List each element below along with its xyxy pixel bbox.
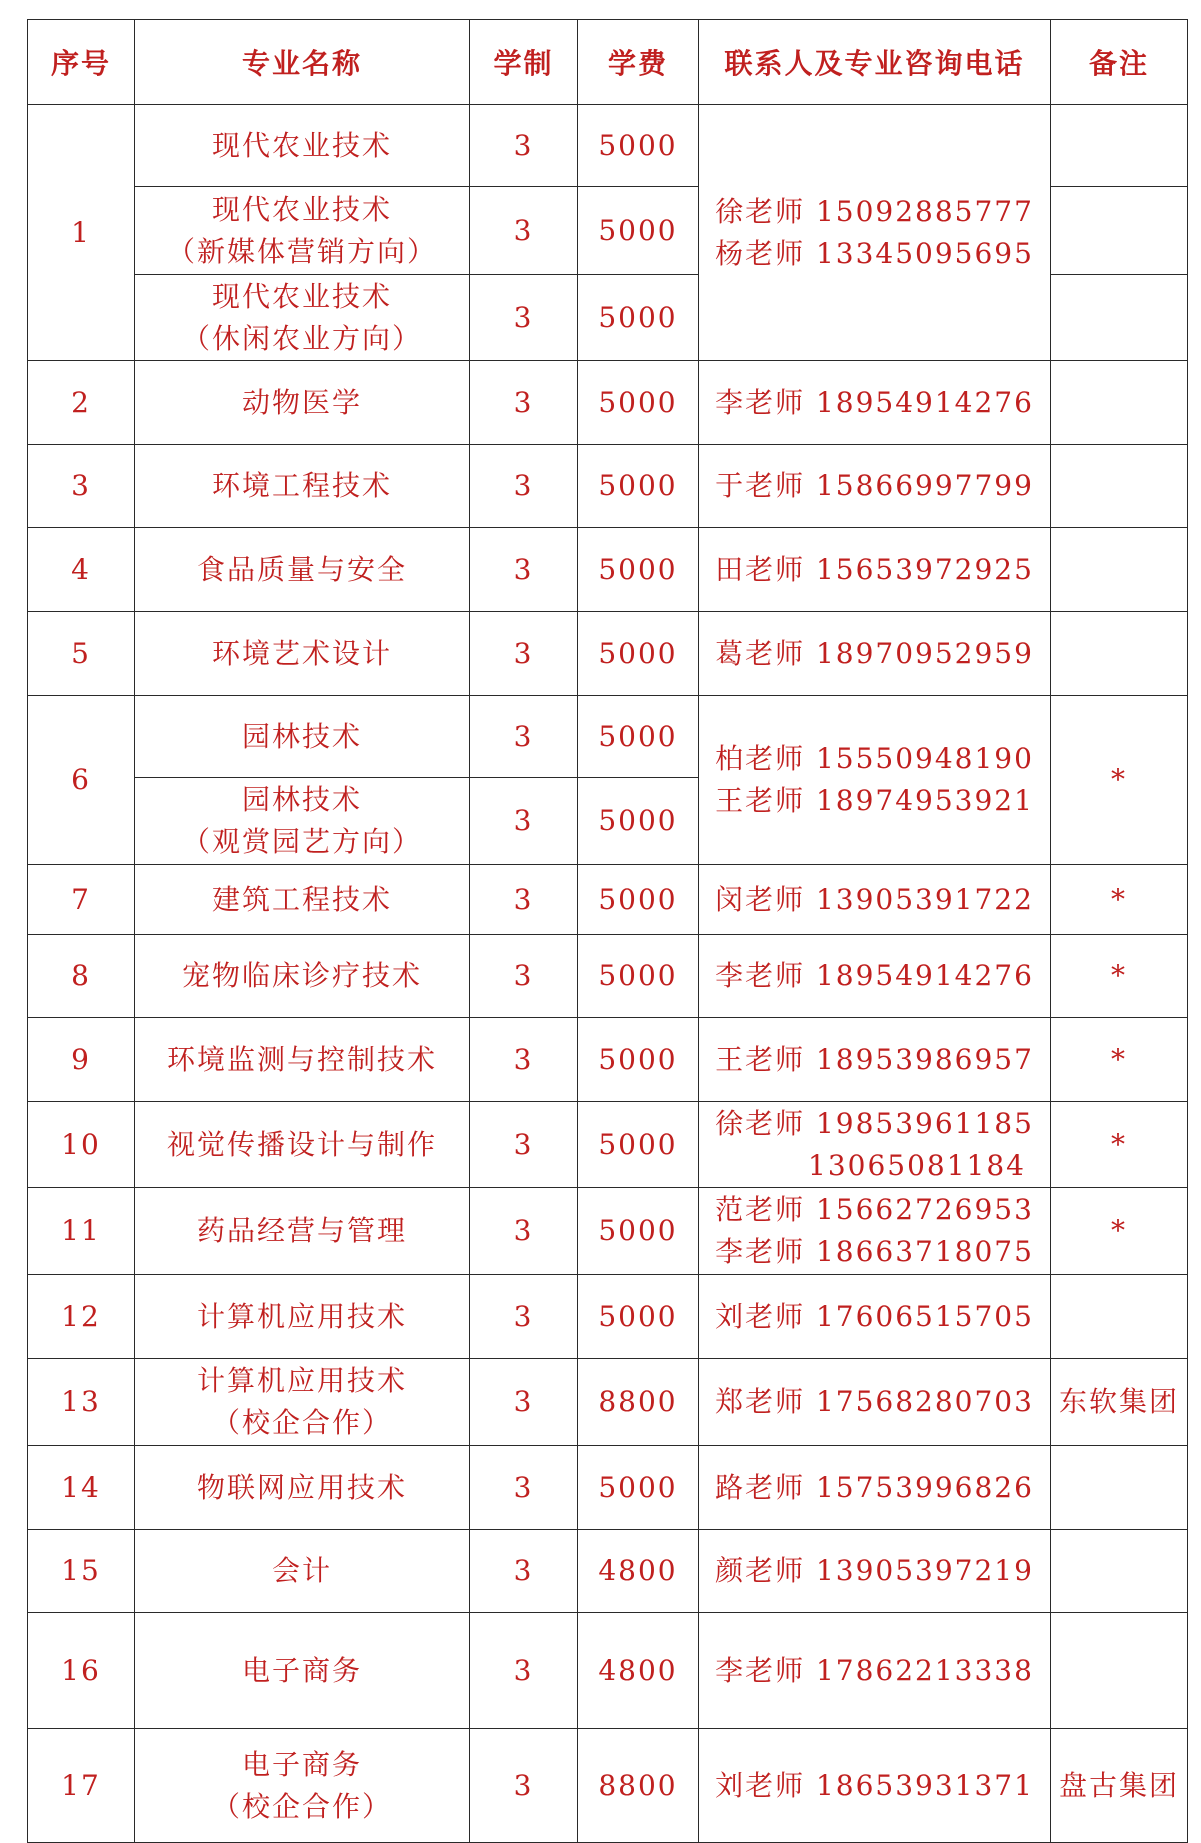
remark bbox=[1051, 1275, 1188, 1359]
enrollment-table bbox=[27, 19, 1188, 1843]
row-no: 16 bbox=[28, 1613, 135, 1729]
years: 3 bbox=[470, 187, 578, 275]
remark: * bbox=[1051, 1018, 1188, 1102]
contact-line: 徐老师 19853961185 bbox=[715, 1106, 1034, 1140]
remark bbox=[1051, 105, 1188, 187]
fee: 5000 bbox=[578, 187, 699, 275]
contact: 李老师 18954914276 bbox=[699, 361, 1051, 445]
years: 3 bbox=[470, 361, 578, 445]
years: 3 bbox=[470, 696, 578, 778]
fee: 4800 bbox=[578, 1613, 699, 1729]
row-no: 3 bbox=[28, 445, 135, 528]
table-row bbox=[28, 105, 1188, 187]
fee: 5000 bbox=[578, 696, 699, 778]
major-name: 建筑工程技术 bbox=[135, 865, 470, 935]
table-row bbox=[28, 1530, 1188, 1613]
remark bbox=[1051, 187, 1188, 275]
header-fee: 学费 bbox=[578, 20, 699, 105]
major-line: （休闲农业方向） bbox=[181, 321, 422, 355]
years: 3 bbox=[470, 1359, 578, 1446]
contact-line: 杨老师 13345095695 bbox=[715, 236, 1034, 270]
contact: 李老师 17862213338 bbox=[699, 1613, 1051, 1729]
remark bbox=[1051, 528, 1188, 612]
row-no: 1 bbox=[28, 105, 135, 361]
header-remark: 备注 bbox=[1051, 20, 1188, 105]
major-name bbox=[135, 778, 470, 865]
contact bbox=[699, 105, 1051, 361]
table-row bbox=[28, 361, 1188, 445]
remark: * bbox=[1051, 1102, 1188, 1188]
major-name bbox=[135, 105, 470, 187]
years: 3 bbox=[470, 1613, 578, 1729]
years: 3 bbox=[470, 865, 578, 935]
remark: 盘古集团 bbox=[1051, 1729, 1188, 1843]
major-line: 计算机应用技术 bbox=[196, 1364, 407, 1397]
row-no: 8 bbox=[28, 935, 135, 1018]
contact: 葛老师 18970952959 bbox=[699, 612, 1051, 696]
major-line: （观赏园艺方向） bbox=[181, 825, 422, 858]
contact-line: 13065081184 bbox=[808, 1148, 1026, 1182]
major-name: 环境艺术设计 bbox=[135, 612, 470, 696]
years: 3 bbox=[470, 1018, 578, 1102]
table-row bbox=[28, 612, 1188, 696]
years: 3 bbox=[470, 1102, 578, 1188]
years: 3 bbox=[470, 275, 578, 361]
contact bbox=[699, 1188, 1051, 1275]
years: 3 bbox=[470, 1530, 578, 1613]
header-row bbox=[28, 20, 1188, 105]
row-no: 11 bbox=[28, 1188, 135, 1275]
major-line: 电子商务 bbox=[241, 1747, 362, 1781]
years: 3 bbox=[470, 1275, 578, 1359]
fee: 5000 bbox=[578, 1018, 699, 1102]
contact: 路老师 15753996826 bbox=[699, 1446, 1051, 1530]
contact-line: 王老师 18974953921 bbox=[715, 784, 1034, 817]
row-no: 2 bbox=[28, 361, 135, 445]
major-line: 现代农业技术 bbox=[211, 128, 392, 162]
remark bbox=[1051, 612, 1188, 696]
fee: 5000 bbox=[578, 105, 699, 187]
major-name bbox=[135, 1359, 470, 1446]
remark: * bbox=[1051, 1188, 1188, 1275]
row-no: 5 bbox=[28, 612, 135, 696]
table-row bbox=[28, 1275, 1188, 1359]
table-row bbox=[28, 1729, 1188, 1843]
fee: 5000 bbox=[578, 1188, 699, 1275]
contact-line: 徐老师 15092885777 bbox=[715, 194, 1034, 228]
contact bbox=[699, 696, 1051, 865]
row-no: 4 bbox=[28, 528, 135, 612]
contact: 刘老师 18653931371 bbox=[699, 1729, 1051, 1843]
remark: * bbox=[1051, 935, 1188, 1018]
fee: 5000 bbox=[578, 361, 699, 445]
row-no: 17 bbox=[28, 1729, 135, 1843]
row-no: 10 bbox=[28, 1102, 135, 1188]
fee: 5000 bbox=[578, 275, 699, 361]
remark bbox=[1051, 445, 1188, 528]
years: 3 bbox=[470, 528, 578, 612]
major-name: 会计 bbox=[135, 1530, 470, 1613]
contact: 郑老师 17568280703 bbox=[699, 1359, 1051, 1446]
remark: 东软集团 bbox=[1051, 1359, 1188, 1446]
table-row bbox=[28, 1102, 1188, 1188]
years: 3 bbox=[470, 1729, 578, 1843]
fee: 5000 bbox=[578, 1275, 699, 1359]
fee: 5000 bbox=[578, 778, 699, 865]
row-no: 6 bbox=[28, 696, 135, 865]
major-line: （校企合作） bbox=[211, 1789, 392, 1823]
years: 3 bbox=[470, 612, 578, 696]
enrollment-table-wrapper bbox=[27, 19, 1188, 1843]
years: 3 bbox=[470, 1446, 578, 1530]
row-no: 12 bbox=[28, 1275, 135, 1359]
table-row bbox=[28, 445, 1188, 528]
major-name bbox=[135, 187, 470, 275]
major-name: 食品质量与安全 bbox=[135, 528, 470, 612]
table-row bbox=[28, 696, 1188, 778]
contact-line: 李老师 18663718075 bbox=[715, 1235, 1034, 1268]
years: 3 bbox=[470, 105, 578, 187]
table-row bbox=[28, 1188, 1188, 1275]
fee: 4800 bbox=[578, 1530, 699, 1613]
contact: 田老师 15653972925 bbox=[699, 528, 1051, 612]
contact: 李老师 18954914276 bbox=[699, 935, 1051, 1018]
contact: 颜老师 13905397219 bbox=[699, 1530, 1051, 1613]
years: 3 bbox=[470, 1188, 578, 1275]
contact: 王老师 18953986957 bbox=[699, 1018, 1051, 1102]
major-name bbox=[135, 1729, 470, 1843]
major-name: 环境监测与控制技术 bbox=[135, 1018, 470, 1102]
contact: 于老师 15866997799 bbox=[699, 445, 1051, 528]
table-row bbox=[28, 935, 1188, 1018]
major-name: 计算机应用技术 bbox=[135, 1275, 470, 1359]
years: 3 bbox=[470, 445, 578, 528]
table-row bbox=[28, 865, 1188, 935]
major-name: 环境工程技术 bbox=[135, 445, 470, 528]
row-no: 7 bbox=[28, 865, 135, 935]
remark bbox=[1051, 361, 1188, 445]
major-name: 药品经营与管理 bbox=[135, 1188, 470, 1275]
major-line: 现代农业技术 bbox=[211, 192, 392, 226]
fee: 5000 bbox=[578, 865, 699, 935]
fee: 5000 bbox=[578, 445, 699, 528]
fee: 8800 bbox=[578, 1729, 699, 1843]
major-line: 现代农业技术 bbox=[211, 279, 392, 313]
major-name: 物联网应用技术 bbox=[135, 1446, 470, 1530]
contact bbox=[699, 1102, 1051, 1188]
table-row bbox=[28, 1446, 1188, 1530]
header-years: 学制 bbox=[470, 20, 578, 105]
years: 3 bbox=[470, 778, 578, 865]
major-line: （校企合作） bbox=[211, 1406, 392, 1439]
remark: * bbox=[1051, 865, 1188, 935]
header-contact: 联系人及专业咨询电话 bbox=[699, 20, 1051, 105]
fee: 5000 bbox=[578, 1102, 699, 1188]
major-name bbox=[135, 275, 470, 361]
contact: 闵老师 13905391722 bbox=[699, 865, 1051, 935]
remark bbox=[1051, 1446, 1188, 1530]
table-row bbox=[28, 1018, 1188, 1102]
fee: 5000 bbox=[578, 1446, 699, 1530]
row-no: 9 bbox=[28, 1018, 135, 1102]
header-no: 序号 bbox=[28, 20, 135, 105]
contact-line: 范老师 15662726953 bbox=[715, 1193, 1034, 1226]
row-no: 15 bbox=[28, 1530, 135, 1613]
major-line: 园林技术 bbox=[241, 783, 362, 816]
fee: 8800 bbox=[578, 1359, 699, 1446]
header-major: 专业名称 bbox=[135, 20, 470, 105]
row-no: 14 bbox=[28, 1446, 135, 1530]
contact-line: 柏老师 15550948190 bbox=[715, 742, 1034, 775]
years: 3 bbox=[470, 935, 578, 1018]
table-row bbox=[28, 1359, 1188, 1446]
remark bbox=[1051, 1530, 1188, 1613]
major-name: 电子商务 bbox=[135, 1613, 470, 1729]
major-name: 园林技术 bbox=[135, 696, 470, 778]
major-line: （新媒体营销方向） bbox=[166, 234, 437, 268]
fee: 5000 bbox=[578, 612, 699, 696]
major-name: 动物医学 bbox=[135, 361, 470, 445]
table-row bbox=[28, 1613, 1188, 1729]
remark: * bbox=[1051, 696, 1188, 865]
remark bbox=[1051, 275, 1188, 361]
fee: 5000 bbox=[578, 935, 699, 1018]
table-row bbox=[28, 528, 1188, 612]
row-no: 13 bbox=[28, 1359, 135, 1446]
major-name: 视觉传播设计与制作 bbox=[135, 1102, 470, 1188]
major-name: 宠物临床诊疗技术 bbox=[135, 935, 470, 1018]
remark bbox=[1051, 1613, 1188, 1729]
contact: 刘老师 17606515705 bbox=[699, 1275, 1051, 1359]
fee: 5000 bbox=[578, 528, 699, 612]
